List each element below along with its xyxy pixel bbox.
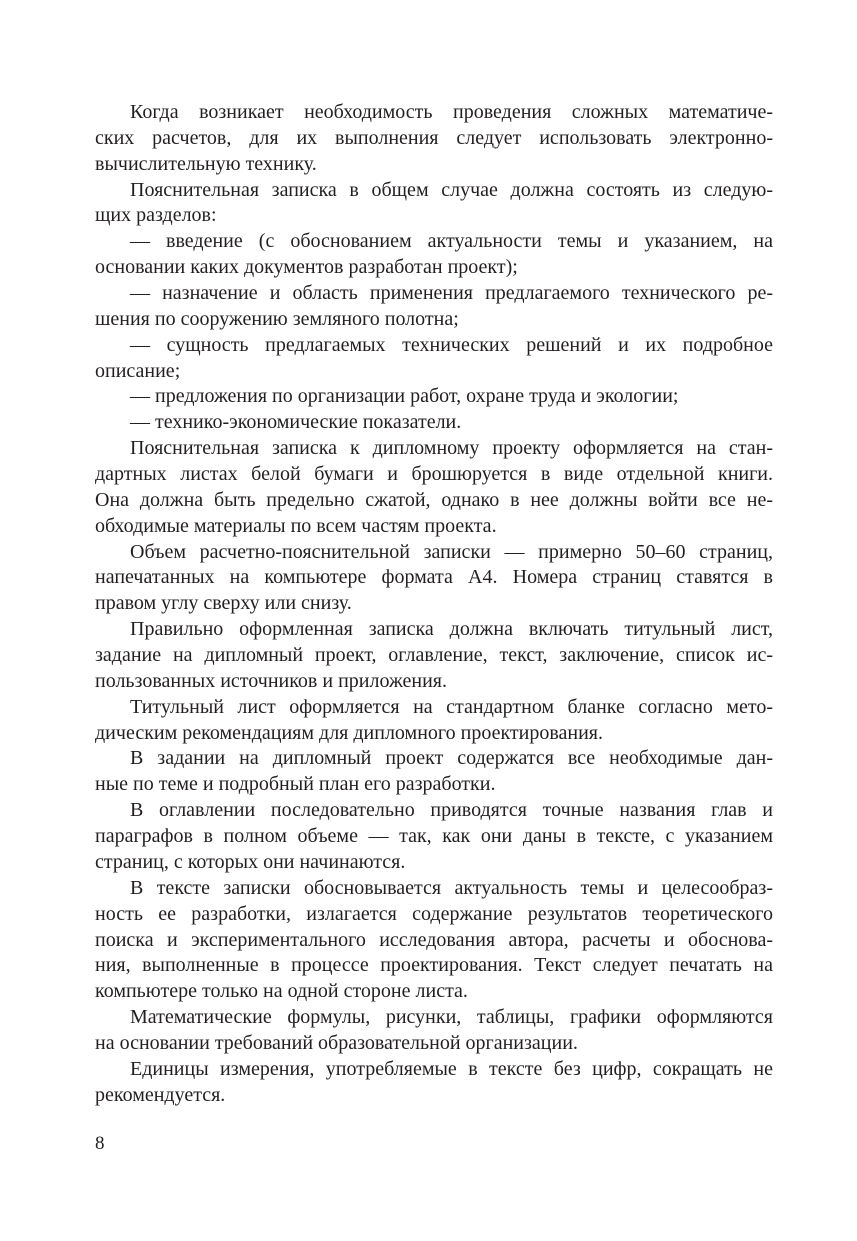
text-line: щих разделов: [95,204,217,227]
document-body [95,100,773,1109]
paragraph [95,798,773,876]
paragraph [95,540,773,618]
text-line: напечатанных на компьютере формата А4. Номера страниц ставятся в [95,566,773,589]
paragraph [95,1005,773,1057]
text-line: основании каких документов разработан проект); [95,256,518,279]
paragraph [95,1057,773,1109]
paragraph [95,281,773,333]
text-line: ность ее разработки, излагается содержание результатов теоретического [95,902,773,925]
text-line: ные по теме и подробный план его разработки. [95,773,496,796]
paragraph [95,333,773,385]
text-line: Она должна быть предельно сжатой, однако в нее должны войти все не- [95,488,773,511]
text-line: Правильно оформленная записка должна включать титульный лист, [130,618,773,641]
text-line: — назначение и область применения предлагаемого технического ре- [130,282,773,305]
paragraph [95,695,773,747]
text-line: страниц, с которых они начинаются. [95,850,406,873]
text-line: параграфов в полном объеме — так, как они даны в тексте, с указанием [95,825,773,848]
text-line: Пояснительная записка в общем случае должна состоять из следую- [130,178,773,201]
text-line: — предложения по организации работ, охране труда и экологии; [130,385,679,408]
text-line: В задании на дипломный проект содержатся все необходимые дан- [130,747,773,770]
text-line: Пояснительная записка к дипломному проекту оформляется на стан- [130,437,773,460]
text-line: Математические формулы, рисунки, таблицы, графики оформляются [130,1006,773,1029]
text-line: правом углу сверху или снизу. [95,592,352,615]
text-line: Единицы измерения, употребляемые в тексте без цифр, сокращать не [130,1057,773,1080]
text-line: дартных листах белой бумаги и брошюруется в виде отдельной книги. [95,463,773,486]
text-line: — технико-экономические показатели. [130,411,462,434]
text-line: Когда возникает необходимость проведения сложных математиче- [130,101,773,123]
text-line: В тексте записки обосновывается актуальность темы и целесообраз- [130,876,773,899]
paragraph [95,229,773,281]
text-line: задание на дипломный проект, оглавление, текст, заключение, список ис- [95,644,773,667]
text-line: обходимые материалы по всем частям проекта. [95,514,497,537]
text-line: ния, выполненные в процессе проектирования. Текст следует печатать на [95,954,773,977]
paragraph [95,384,773,410]
text-line: рекомендуется. [95,1083,226,1106]
paragraph [95,100,773,178]
text-line: дическим рекомендациям для дипломного проектирования. [95,721,603,744]
text-line: — сущность предлагаемых технических решений и их подробное [130,333,773,356]
text-line: В оглавлении последовательно приводятся точные названия глав и [130,799,773,822]
text-line: на основании требований образовательной организации. [95,1031,578,1054]
paragraph [95,746,773,798]
paragraph [95,617,773,695]
text-line: описание; [95,359,181,382]
paragraph [95,410,773,436]
text-line: компьютере только на одной стороне листа. [95,980,468,1003]
text-line: шения по сооружению земляного полотна; [95,307,459,330]
paragraph [95,178,773,230]
page-number: 8 [95,1133,105,1154]
text-line: Объем расчетно-пояснительной записки — примерно 50–60 страниц, [130,540,773,563]
text-line: ских расчетов, для их выполнения следует использовать электронно- [95,126,773,149]
text-line: поиска и экспериментального исследования автора, расчеты и обоснова- [95,928,773,951]
text-line: вычислительную технику. [95,152,317,175]
text-line: Титульный лист оформляется на стандартном бланке согласно мето- [130,695,773,718]
paragraph [95,876,773,1005]
text-line: — введение (с обоснованием актуальности темы и указанием, на [130,230,773,253]
text-line: пользованных источников и приложения. [95,669,448,692]
paragraph [95,436,773,539]
